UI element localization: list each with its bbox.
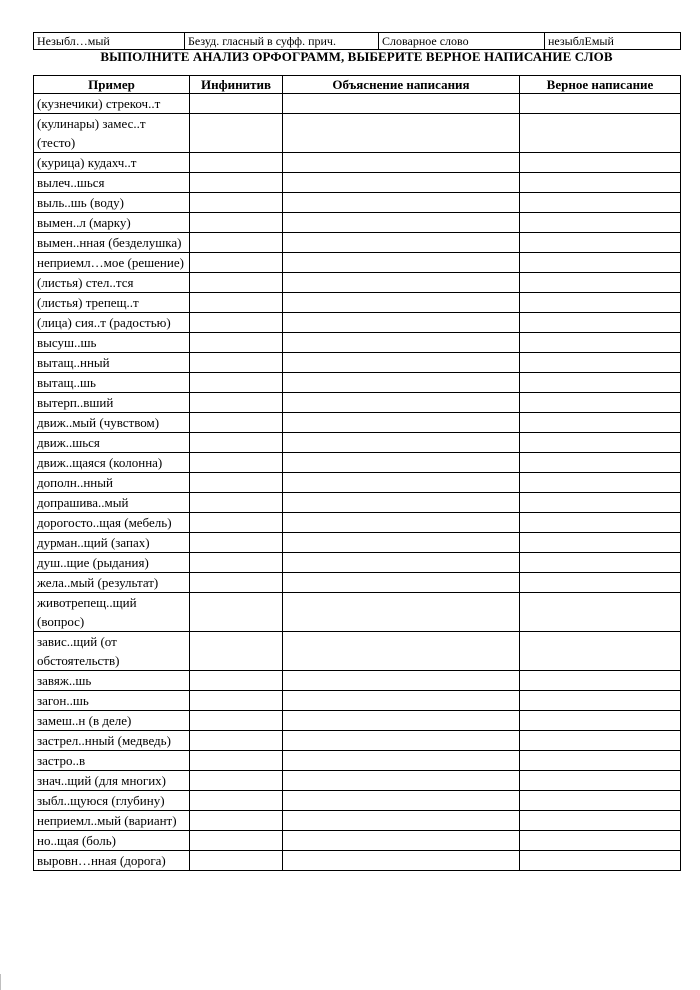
infinitive-cell[interactable] [190, 711, 283, 731]
example-cell: вымен..л (марку) [34, 213, 190, 233]
example-cell: выровн…нная (дорога) [34, 851, 190, 871]
infinitive-cell[interactable] [190, 751, 283, 771]
table-row [34, 313, 681, 333]
header-example: Пример [34, 76, 190, 94]
infinitive-cell[interactable] [190, 114, 283, 153]
infinitive-cell[interactable] [190, 94, 283, 114]
correct-spelling-cell[interactable] [520, 493, 681, 513]
correct-spelling-cell[interactable] [520, 731, 681, 751]
infinitive-cell[interactable] [190, 731, 283, 751]
table-row [34, 553, 681, 573]
table-row [34, 533, 681, 553]
sample-category: Словарное слово [379, 33, 545, 50]
correct-spelling-cell[interactable] [520, 593, 681, 632]
table-row [34, 573, 681, 593]
example-cell: (листья) трепещ..т [34, 293, 190, 313]
example-cell: жела..мый (результат) [34, 573, 190, 593]
sample-rule: Безуд. гласный в суфф. прич. [185, 33, 379, 50]
infinitive-cell[interactable] [190, 273, 283, 293]
correct-spelling-cell[interactable] [520, 114, 681, 153]
correct-spelling-cell[interactable] [520, 253, 681, 273]
table-row [34, 851, 681, 871]
table-row [34, 393, 681, 413]
example-cell: движ..щаяся (колонна) [34, 453, 190, 473]
explanation-cell[interactable] [283, 293, 520, 313]
table-row [34, 233, 681, 253]
explanation-cell[interactable] [283, 373, 520, 393]
correct-spelling-cell[interactable] [520, 413, 681, 433]
correct-spelling-cell[interactable] [520, 573, 681, 593]
infinitive-cell[interactable] [190, 153, 283, 173]
explanation-cell[interactable] [283, 493, 520, 513]
explanation-cell[interactable] [283, 253, 520, 273]
infinitive-cell[interactable] [190, 313, 283, 333]
table-row [34, 153, 681, 173]
infinitive-cell[interactable] [190, 413, 283, 433]
table-row [34, 473, 681, 493]
infinitive-cell[interactable] [190, 293, 283, 313]
explanation-cell[interactable] [283, 453, 520, 473]
infinitive-cell[interactable] [190, 593, 283, 632]
explanation-cell[interactable] [283, 533, 520, 553]
table-row [34, 433, 681, 453]
table-row [34, 671, 681, 691]
explanation-cell[interactable] [283, 771, 520, 791]
explanation-cell[interactable] [283, 811, 520, 831]
infinitive-cell[interactable] [190, 831, 283, 851]
explanation-cell[interactable] [283, 94, 520, 114]
correct-spelling-cell[interactable] [520, 393, 681, 413]
table-body [34, 94, 681, 871]
explanation-cell[interactable] [283, 173, 520, 193]
table-row [34, 293, 681, 313]
example-cell: движ..шься [34, 433, 190, 453]
table-row [34, 771, 681, 791]
task-title: ВЫПОЛНИТЕ АНАЛИЗ ОРФОГРАММ, ВЫБЕРИТЕ ВЕРНОЕ НАПИСАНИЕ СЛОВ [100, 49, 613, 64]
correct-spelling-cell[interactable] [520, 333, 681, 353]
explanation-cell[interactable] [283, 433, 520, 453]
example-cell: дорогосто..щая (мебель) [34, 513, 190, 533]
infinitive-cell[interactable] [190, 771, 283, 791]
example-cell: выль..шь (воду) [34, 193, 190, 213]
correct-spelling-cell[interactable] [520, 851, 681, 871]
infinitive-cell[interactable] [190, 691, 283, 711]
correct-spelling-cell[interactable] [520, 94, 681, 114]
example-cell: загон..шь [34, 691, 190, 711]
example-cell: (листья) стел..тся [34, 273, 190, 293]
explanation-cell[interactable] [283, 513, 520, 533]
example-cell: допрашива..мый [34, 493, 190, 513]
header-correct: Верное написание [520, 76, 681, 94]
infinitive-cell[interactable] [190, 453, 283, 473]
explanation-cell[interactable] [283, 213, 520, 233]
correct-spelling-cell[interactable] [520, 233, 681, 253]
table-row [34, 513, 681, 533]
infinitive-cell[interactable] [190, 473, 283, 493]
correct-spelling-cell[interactable] [520, 553, 681, 573]
example-cell: вытащ..нный [34, 353, 190, 373]
example-cell: вылеч..шься [34, 173, 190, 193]
infinitive-cell[interactable] [190, 433, 283, 453]
sample-row [34, 33, 681, 50]
table-row [34, 94, 681, 114]
example-cell: застрел..нный (медведь) [34, 731, 190, 751]
explanation-cell[interactable] [283, 691, 520, 711]
table-row [34, 193, 681, 213]
example-cell: дополн..нный [34, 473, 190, 493]
infinitive-cell[interactable] [190, 213, 283, 233]
table-row [34, 811, 681, 831]
correct-spelling-cell[interactable] [520, 373, 681, 393]
correct-spelling-cell[interactable] [520, 691, 681, 711]
explanation-cell[interactable] [283, 273, 520, 293]
explanation-cell[interactable] [283, 593, 520, 632]
infinitive-cell[interactable] [190, 791, 283, 811]
correct-spelling-cell[interactable] [520, 671, 681, 691]
table-row [34, 253, 681, 273]
infinitive-cell[interactable] [190, 553, 283, 573]
explanation-cell[interactable] [283, 791, 520, 811]
correct-spelling-cell[interactable] [520, 173, 681, 193]
infinitive-cell[interactable] [190, 253, 283, 273]
table-row [34, 453, 681, 473]
correct-spelling-cell[interactable] [520, 193, 681, 213]
infinitive-cell[interactable] [190, 573, 283, 593]
example-cell: (кулинары) замес..т (тесто) [34, 114, 190, 153]
explanation-cell[interactable] [283, 573, 520, 593]
correct-spelling-cell[interactable] [520, 791, 681, 811]
table-header-row [34, 76, 681, 94]
orthography-table [33, 75, 681, 871]
correct-spelling-cell[interactable] [520, 273, 681, 293]
example-cell: замеш..н (в деле) [34, 711, 190, 731]
example-cell: движ..мый (чувством) [34, 413, 190, 433]
infinitive-cell[interactable] [190, 671, 283, 691]
correct-spelling-cell[interactable] [520, 433, 681, 453]
sample-answer: незыблЕмый [545, 33, 681, 50]
example-cell: высуш..шь [34, 333, 190, 353]
correct-spelling-cell[interactable] [520, 213, 681, 233]
table-row [34, 791, 681, 811]
correct-spelling-cell[interactable] [520, 632, 681, 671]
example-cell: животрепещ..щий (вопрос) [34, 593, 190, 632]
infinitive-cell[interactable] [190, 353, 283, 373]
table-row [34, 413, 681, 433]
example-cell: душ..щие (рыдания) [34, 553, 190, 573]
explanation-cell[interactable] [283, 632, 520, 671]
infinitive-cell[interactable] [190, 851, 283, 871]
example-cell: неприемл..мый (вариант) [34, 811, 190, 831]
explanation-cell[interactable] [283, 473, 520, 493]
correct-spelling-cell[interactable] [520, 473, 681, 493]
infinitive-cell[interactable] [190, 533, 283, 553]
header-explanation: Объяснение написания [283, 76, 520, 94]
infinitive-cell[interactable] [190, 632, 283, 671]
explanation-cell[interactable] [283, 233, 520, 253]
infinitive-cell[interactable] [190, 193, 283, 213]
page-edge-mark [0, 974, 1, 990]
correct-spelling-cell[interactable] [520, 293, 681, 313]
table-row [34, 632, 681, 671]
explanation-cell[interactable] [283, 553, 520, 573]
infinitive-cell[interactable] [190, 173, 283, 193]
correct-spelling-cell[interactable] [520, 353, 681, 373]
explanation-cell[interactable] [283, 393, 520, 413]
explanation-cell[interactable] [283, 851, 520, 871]
infinitive-cell[interactable] [190, 811, 283, 831]
infinitive-cell[interactable] [190, 393, 283, 413]
correct-spelling-cell[interactable] [520, 811, 681, 831]
table-row [34, 493, 681, 513]
explanation-cell[interactable] [283, 114, 520, 153]
table-row [34, 373, 681, 393]
table-row [34, 353, 681, 373]
explanation-cell[interactable] [283, 193, 520, 213]
infinitive-cell[interactable] [190, 233, 283, 253]
explanation-cell[interactable] [283, 153, 520, 173]
explanation-cell[interactable] [283, 831, 520, 851]
correct-spelling-cell[interactable] [520, 711, 681, 731]
table-row [34, 114, 681, 153]
example-cell: завяж..шь [34, 671, 190, 691]
example-cell: застро..в [34, 751, 190, 771]
example-cell: знач..щий (для многих) [34, 771, 190, 791]
infinitive-cell[interactable] [190, 513, 283, 533]
example-cell: но..щая (боль) [34, 831, 190, 851]
correct-spelling-cell[interactable] [520, 771, 681, 791]
correct-spelling-cell[interactable] [520, 313, 681, 333]
table-row [34, 593, 681, 632]
explanation-cell[interactable] [283, 671, 520, 691]
table-row [34, 173, 681, 193]
correct-spelling-cell[interactable] [520, 533, 681, 553]
table-row [34, 213, 681, 233]
example-cell: вытащ..шь [34, 373, 190, 393]
example-cell: (курица) кудахч..т [34, 153, 190, 173]
correct-spelling-cell[interactable] [520, 153, 681, 173]
table-row [34, 711, 681, 731]
example-cell: зыбл..щуюся (глубину) [34, 791, 190, 811]
infinitive-cell[interactable] [190, 373, 283, 393]
table-row [34, 751, 681, 771]
correct-spelling-cell[interactable] [520, 453, 681, 473]
example-cell: неприемл…мое (решение) [34, 253, 190, 273]
explanation-cell[interactable] [283, 413, 520, 433]
example-cell: вымен..нная (безделушка) [34, 233, 190, 253]
explanation-cell[interactable] [283, 731, 520, 751]
table-row [34, 831, 681, 851]
example-cell: (лица) сия..т (радостью) [34, 313, 190, 333]
table-row [34, 333, 681, 353]
example-cell: завис..щий (от обстоятельств) [34, 632, 190, 671]
example-cell: (кузнечики) стрекоч..т [34, 94, 190, 114]
explanation-cell[interactable] [283, 711, 520, 731]
correct-spelling-cell[interactable] [520, 513, 681, 533]
infinitive-cell[interactable] [190, 493, 283, 513]
sample-word: Незыбл…мый [34, 33, 185, 50]
explanation-cell[interactable] [283, 751, 520, 771]
header-infinitive: Инфинитив [190, 76, 283, 94]
explanation-cell[interactable] [283, 333, 520, 353]
explanation-cell[interactable] [283, 313, 520, 333]
example-cell: вытерп..вший [34, 393, 190, 413]
table-row [34, 273, 681, 293]
table-row [34, 731, 681, 751]
example-cell: дурман..щий (запах) [34, 533, 190, 553]
table-row [34, 691, 681, 711]
explanation-cell[interactable] [283, 353, 520, 373]
correct-spelling-cell[interactable] [520, 831, 681, 851]
correct-spelling-cell[interactable] [520, 751, 681, 771]
infinitive-cell[interactable] [190, 333, 283, 353]
